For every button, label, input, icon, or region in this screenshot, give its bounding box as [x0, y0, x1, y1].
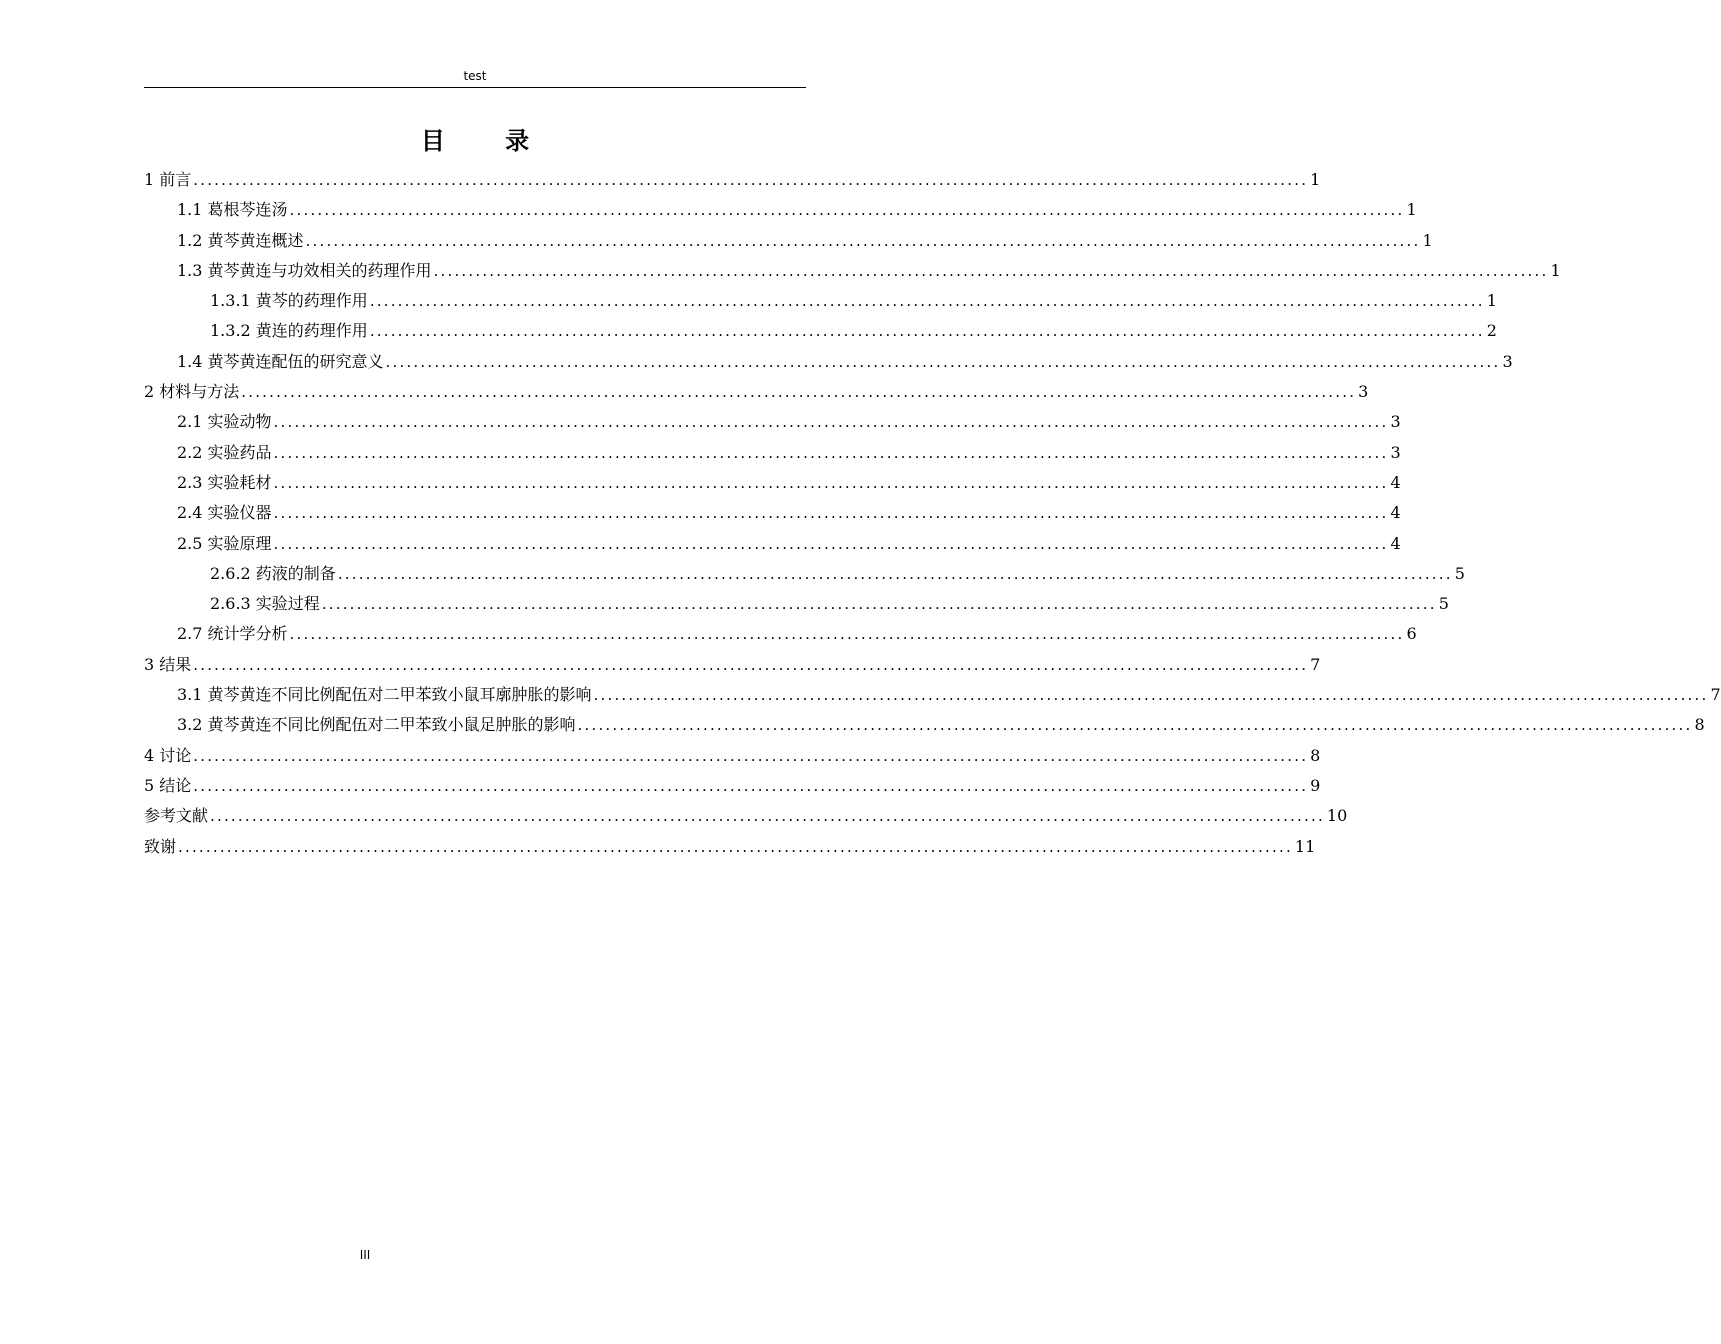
toc-entry-label: 致谢 — [144, 836, 177, 856]
toc-dot-leader: ................................................................................................................................................................ — [273, 413, 1389, 432]
toc-entry-page: 4 — [1390, 533, 1401, 553]
toc-entry-page: 3 — [1390, 442, 1401, 462]
toc-dot-leader: ................................................................................................................................................................ — [210, 807, 1325, 826]
toc-entry[interactable] — [144, 286, 1497, 316]
toc-entry[interactable] — [144, 438, 1401, 468]
toc-entry-label: 1.3.1 黄芩的药理作用 — [210, 291, 368, 311]
toc-dot-leader: ................................................................................................................................................................ — [273, 443, 1389, 462]
page-header: test — [463, 69, 487, 83]
toc-dot-leader: ................................................................................................................................................................ — [241, 383, 1357, 402]
toc-dot-leader: ................................................................................................................................................................ — [385, 352, 1501, 371]
toc-entry-page: 6 — [1406, 624, 1417, 644]
toc-entry-page: 11 — [1294, 836, 1316, 856]
toc-entry-page: 3 — [1358, 382, 1369, 402]
toc-entry[interactable] — [144, 377, 1369, 407]
toc-entry-label: 1.3 黄芩黄连与功效相关的药理作用 — [177, 260, 432, 280]
toc-entry-label: 2.6.2 药液的制备 — [210, 563, 336, 583]
toc-entry-page: 9 — [1310, 775, 1321, 795]
toc-entry-page: 8 — [1310, 745, 1321, 765]
toc-entry-label: 2.5 实验原理 — [177, 533, 272, 553]
toc-entry[interactable] — [144, 680, 1721, 710]
toc-dot-leader: ................................................................................................................................................................ — [193, 776, 1309, 795]
toc-entry[interactable] — [144, 316, 1497, 346]
toc-entry-page: 5 — [1454, 563, 1465, 583]
toc-dot-leader: ................................................................................................................................................................ — [193, 171, 1309, 189]
toc-entry-page: 1 — [1406, 200, 1417, 220]
toc-dot-leader: ................................................................................................................................................................ — [273, 534, 1389, 553]
toc-entry-label: 2 材料与方法 — [144, 382, 240, 402]
toc-dot-leader: ................................................................................................................................................................ — [433, 261, 1549, 280]
toc-dot-leader: ................................................................................................................................................................ — [273, 473, 1389, 492]
toc-entry-label: 2.3 实验耗材 — [177, 472, 272, 492]
toc-entry[interactable] — [144, 741, 1321, 771]
toc-entry-label: 3.1 黄芩黄连不同比例配伍对二甲苯致小鼠耳廓肿胀的影响 — [177, 685, 592, 705]
toc-entry-label: 1.2 黄芩黄连概述 — [177, 230, 304, 250]
toc-dot-leader: ................................................................................................................................................................ — [321, 595, 1437, 614]
toc-dot-leader: ................................................................................................................................................................ — [178, 837, 1293, 856]
toc-entry-label: 2.7 统计学分析 — [177, 624, 288, 644]
toc-entry[interactable] — [144, 165, 1321, 195]
toc-entry[interactable] — [144, 801, 1348, 831]
toc-entry-page: 7 — [1710, 685, 1721, 705]
toc-entry-label: 1 前言 — [144, 170, 192, 189]
header-rule — [144, 87, 806, 88]
table-of-contents — [144, 165, 1721, 862]
toc-entry-label: 1.1 葛根芩连汤 — [177, 200, 288, 220]
toc-dot-leader: ................................................................................................................................................................ — [273, 504, 1389, 523]
toc-entry[interactable] — [144, 832, 1316, 862]
toc-entry-label: 2.4 实验仪器 — [177, 503, 272, 523]
footer-page-number: III — [359, 1248, 371, 1262]
toc-title: 目 录 — [420, 127, 556, 155]
toc-entry-page: 4 — [1390, 472, 1401, 492]
toc-entry-label: 3.2 黄芩黄连不同比例配伍对二甲苯致小鼠足肿胀的影响 — [177, 715, 576, 735]
toc-entry-page: 1 — [1486, 291, 1497, 311]
toc-entry[interactable] — [144, 226, 1433, 256]
toc-entry-page: 1 — [1310, 170, 1321, 189]
toc-entry-page: 3 — [1390, 412, 1401, 432]
toc-entry-page: 5 — [1438, 594, 1449, 614]
toc-entry-page: 8 — [1694, 715, 1705, 735]
toc-entry[interactable] — [144, 589, 1449, 619]
toc-entry-label: 2.6.3 实验过程 — [210, 594, 320, 614]
toc-entry-label: 2.1 实验动物 — [177, 412, 272, 432]
toc-entry-label: 3 结果 — [144, 654, 192, 674]
toc-entry[interactable] — [144, 650, 1321, 680]
toc-entry[interactable] — [144, 529, 1401, 559]
toc-entry-label: 2.2 实验药品 — [177, 442, 272, 462]
toc-entry-label: 1.4 黄芩黄连配伍的研究意义 — [177, 351, 384, 371]
toc-entry[interactable] — [144, 347, 1513, 377]
toc-dot-leader: ................................................................................................................................................................ — [593, 686, 1709, 705]
toc-entry-page: 7 — [1310, 654, 1321, 674]
toc-dot-leader: ................................................................................................................................................................ — [193, 746, 1309, 765]
toc-entry-page: 2 — [1486, 321, 1497, 341]
toc-entry-page: 3 — [1502, 351, 1513, 371]
toc-dot-leader: ................................................................................................................................................................ — [289, 625, 1405, 644]
toc-dot-leader: ................................................................................................................................................................ — [369, 322, 1485, 341]
toc-entry[interactable] — [144, 771, 1321, 801]
toc-entry-page: 1 — [1550, 260, 1561, 280]
toc-dot-leader: ................................................................................................................................................................ — [577, 716, 1693, 735]
toc-entry-page: 10 — [1326, 806, 1348, 826]
toc-dot-leader: ................................................................................................................................................................ — [369, 292, 1485, 311]
toc-entry-label: 5 结论 — [144, 775, 192, 795]
toc-dot-leader: ................................................................................................................................................................ — [289, 201, 1405, 220]
toc-entry[interactable] — [144, 559, 1465, 589]
toc-entry[interactable] — [144, 710, 1705, 740]
toc-entry[interactable] — [144, 195, 1417, 225]
toc-entry-label: 参考文献 — [144, 806, 209, 826]
toc-entry-label: 1.3.2 黄连的药理作用 — [210, 321, 368, 341]
toc-dot-leader: ................................................................................................................................................................ — [193, 655, 1309, 674]
toc-entry[interactable] — [144, 256, 1561, 286]
toc-entry-page: 4 — [1390, 503, 1401, 523]
toc-entry[interactable] — [144, 619, 1417, 649]
toc-dot-leader: ................................................................................................................................................................ — [305, 231, 1421, 250]
toc-entry-label: 4 讨论 — [144, 745, 192, 765]
toc-dot-leader: ................................................................................................................................................................ — [337, 564, 1453, 583]
toc-entry[interactable] — [144, 498, 1401, 528]
toc-entry[interactable] — [144, 407, 1401, 437]
toc-entry[interactable] — [144, 468, 1401, 498]
toc-entry-page: 1 — [1422, 230, 1433, 250]
